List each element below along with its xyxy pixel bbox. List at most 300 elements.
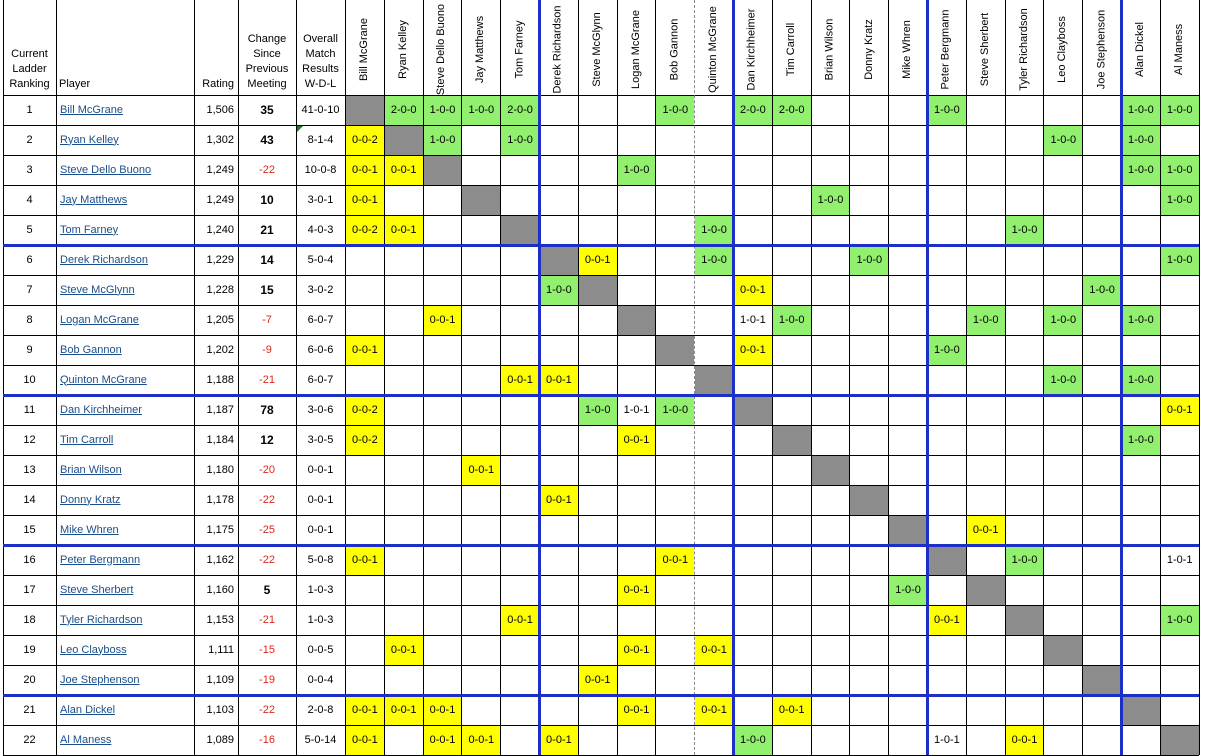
row-divider [3, 275, 1199, 276]
change-cell: -20 [259, 463, 275, 476]
record-cell: 4-0-3 [307, 223, 334, 236]
match-result-cell[interactable]: 0-0-1 [385, 636, 423, 665]
opponent-header [1160, 0, 1199, 95]
rating-cell: 1,162 [206, 553, 234, 566]
rank-cell: 22 [23, 733, 36, 746]
match-result-cell[interactable]: 0-0-1 [462, 726, 500, 755]
match-result-cell[interactable]: 1-0-0 [1122, 306, 1160, 335]
row-divider [3, 185, 1199, 186]
match-result-cell[interactable]: 1-0-0 [1122, 156, 1160, 185]
rank-cell: 4 [26, 193, 33, 206]
opponent-header [888, 0, 927, 95]
record-cell: 6-0-6 [307, 343, 334, 356]
diagonal-cell [1006, 606, 1044, 635]
player-link[interactable]: Dan Kirchheimer [60, 403, 142, 416]
match-result-cell[interactable]: 0-0-1 [967, 516, 1005, 545]
player-cell[interactable] [56, 665, 194, 695]
player-cell[interactable] [56, 365, 194, 395]
match-result-cell[interactable]: 1-0-0 [1044, 366, 1082, 395]
rating-cell: 1,180 [206, 463, 234, 476]
rank-cell: 3 [26, 163, 33, 176]
match-result-cell[interactable]: 0-0-1 [385, 156, 423, 185]
match-result-cell[interactable]: 1-0-0 [773, 306, 811, 335]
change-cell: -22 [259, 163, 275, 176]
rating-cell: 1,249 [206, 163, 234, 176]
player-link[interactable]: Steve Sherbert [60, 583, 134, 596]
match-result-cell[interactable]: 1-0-0 [501, 126, 539, 155]
change-cell: -19 [259, 673, 275, 686]
opponent-header [966, 0, 1005, 95]
player-cell[interactable] [56, 575, 194, 605]
opponent-header-label: Leo Clayboss [1056, 16, 1069, 83]
match-result-cell[interactable]: 0-0-1 [579, 666, 617, 695]
header-results: Overall Match Results W-D-L [302, 33, 339, 90]
match-result-cell[interactable]: 1-0-0 [424, 126, 462, 155]
rating-cell: 1,249 [206, 193, 234, 206]
match-result-cell[interactable]: 0-0-1 [618, 636, 656, 665]
match-result-cell[interactable]: 1-0-0 [812, 186, 850, 215]
match-result-cell[interactable]: 1-0-0 [1122, 366, 1160, 395]
rank-cell: 11 [23, 403, 36, 416]
player-link[interactable]: Quinton McGrane [60, 373, 147, 386]
player-link[interactable]: Donny Kratz [60, 493, 121, 506]
change-cell: 35 [260, 103, 274, 117]
rank-cell: 16 [23, 553, 36, 566]
rating-cell: 1,111 [208, 643, 234, 656]
player-cell[interactable] [56, 425, 194, 455]
row-divider [3, 515, 1199, 516]
match-result-cell[interactable]: 0-0-1 [618, 696, 656, 725]
diagonal-cell [656, 336, 694, 365]
rank-cell: 13 [23, 463, 36, 476]
rating-cell: 1,240 [206, 223, 234, 236]
match-result-cell[interactable]: 1-0-0 [1122, 96, 1160, 125]
match-result-cell[interactable]: 0-0-1 [656, 546, 694, 575]
group-separator [3, 694, 1199, 697]
player-link[interactable]: Jay Matthews [60, 193, 128, 206]
change-cell: -16 [259, 733, 275, 746]
opponent-header-label: Logan McGrane [629, 10, 642, 89]
diagonal-cell [889, 516, 927, 545]
match-result-cell[interactable]: 0-0-1 [579, 246, 617, 275]
match-result-cell[interactable]: 1-0-0 [850, 246, 888, 275]
rating-cell: 1,506 [206, 103, 234, 116]
column-divider-dashed [694, 0, 695, 755]
match-result-cell[interactable]: 0-0-1 [695, 636, 733, 665]
opponent-header-label: Joe Stephenson [1095, 9, 1108, 90]
record-cell: 5-0-14 [304, 733, 337, 746]
rank-cell: 7 [26, 283, 33, 296]
change-cell: -22 [259, 493, 275, 506]
record-cell: 1-0-3 [307, 583, 334, 596]
match-result-cell[interactable]: 1-0-0 [1006, 546, 1044, 575]
opponent-header [811, 0, 850, 95]
match-result-cell[interactable]: 0-0-2 [346, 396, 384, 425]
header-player: Player [59, 78, 91, 90]
match-result-cell[interactable]: 1-0-1 [934, 734, 960, 746]
change-cell: -22 [259, 553, 275, 566]
column-divider [1082, 0, 1083, 755]
player-cell[interactable] [56, 605, 194, 635]
column-divider [617, 0, 618, 755]
match-result-cell[interactable]: 1-0-0 [1161, 156, 1199, 185]
group-separator [3, 394, 1199, 397]
opponent-header-label: Quinton McGrane [707, 6, 720, 93]
opponent-header-label: Peter Bergmann [939, 9, 952, 90]
match-result-cell[interactable]: 1-0-0 [1122, 126, 1160, 155]
match-result-cell[interactable]: 0-0-1 [462, 456, 500, 485]
opponent-header-label: Bob Gannon [668, 18, 681, 81]
player-link[interactable]: Bob Gannon [60, 343, 122, 356]
column-divider [1160, 0, 1161, 755]
rating-cell: 1,178 [206, 493, 234, 506]
player-cell[interactable] [56, 695, 194, 725]
column-divider [3, 0, 4, 755]
change-cell: 78 [260, 403, 274, 417]
match-result-cell[interactable]: 0-0-2 [346, 216, 384, 245]
match-result-cell[interactable]: 0-0-1 [540, 366, 578, 395]
rank-cell: 17 [23, 583, 36, 596]
rank-cell: 21 [23, 703, 36, 716]
diagonal-cell [579, 276, 617, 305]
player-link[interactable]: Tom Farney [60, 223, 119, 236]
opponent-header [694, 0, 733, 95]
match-result-cell[interactable]: 1-0-0 [967, 306, 1005, 335]
match-result-cell[interactable]: 0-0-1 [773, 696, 811, 725]
record-cell: 3-0-5 [307, 433, 334, 446]
opponent-header [1043, 0, 1082, 95]
player-cell[interactable] [56, 155, 194, 185]
diagonal-cell [346, 96, 384, 125]
match-result-cell[interactable]: 1-0-0 [462, 96, 500, 125]
opponent-header-label: Tim Carroll [784, 22, 797, 77]
opponent-header-label: Steve Sherbert [978, 12, 991, 87]
player-link[interactable]: Brian Wilson [60, 463, 122, 476]
player-link[interactable]: Derek Richardson [60, 253, 149, 266]
diagonal-cell [424, 156, 462, 185]
diagonal-cell [734, 396, 772, 425]
column-divider [655, 0, 656, 755]
player-cell[interactable] [56, 395, 194, 425]
player-cell[interactable] [56, 215, 194, 245]
opponent-header-label: Al Maness [1172, 23, 1185, 76]
opponent-header-label: Tyler Richardson [1017, 8, 1030, 91]
diagonal-cell [540, 246, 578, 275]
match-result-cell[interactable]: 0-0-1 [424, 726, 462, 755]
row-divider [3, 485, 1199, 486]
opponent-header [849, 0, 888, 95]
change-cell: -7 [262, 313, 272, 326]
player-link[interactable]: Logan McGrane [60, 313, 139, 326]
match-result-cell[interactable]: 0-0-1 [1006, 726, 1044, 755]
row-divider [3, 215, 1199, 216]
match-result-cell[interactable]: 0-0-1 [346, 546, 384, 575]
match-result-cell[interactable]: 1-0-0 [540, 276, 578, 305]
opponent-header [655, 0, 694, 95]
match-result-cell[interactable]: 1-0-0 [656, 396, 694, 425]
player-cell[interactable] [56, 305, 194, 335]
change-cell: 10 [260, 193, 274, 207]
match-result-cell[interactable]: 0-0-1 [346, 156, 384, 185]
opponent-header-label: Mike Whren [901, 20, 914, 79]
match-result-cell[interactable]: 2-0-0 [773, 96, 811, 125]
rank-cell: 12 [23, 433, 36, 446]
player-link[interactable]: Steve McGlynn [60, 283, 135, 296]
player-cell[interactable] [56, 95, 194, 125]
match-result-cell[interactable]: 0-0-1 [385, 216, 423, 245]
column-divider [238, 0, 239, 755]
rank-cell: 14 [23, 493, 36, 506]
rank-cell: 20 [23, 673, 36, 686]
player-cell[interactable] [56, 725, 194, 755]
opponent-header-label: Brian Wilson [823, 18, 836, 81]
opponent-header [1082, 0, 1121, 95]
record-cell: 0-0-1 [307, 463, 334, 476]
player-cell[interactable] [56, 635, 194, 665]
column-divider [1199, 0, 1200, 755]
row-divider [3, 155, 1199, 156]
rank-cell: 18 [23, 613, 36, 626]
player-cell[interactable] [56, 515, 194, 545]
diagonal-cell [695, 366, 733, 395]
player-link[interactable]: Leo Clayboss [60, 643, 127, 656]
match-result-cell[interactable]: 1-0-0 [1161, 96, 1199, 125]
row-divider [3, 605, 1199, 606]
match-result-cell[interactable]: 1-0-0 [1006, 216, 1044, 245]
match-result-cell[interactable]: 0-0-1 [346, 696, 384, 725]
opponent-header-label: Steve McGlynn [590, 12, 603, 87]
match-result-cell[interactable]: 1-0-0 [1083, 276, 1121, 305]
match-result-cell[interactable]: 0-0-1 [540, 726, 578, 755]
match-result-cell[interactable]: 1-0-1 [623, 404, 650, 416]
match-result-cell[interactable]: 0-0-1 [734, 336, 772, 365]
player-link[interactable]: Tim Carroll [60, 433, 114, 446]
change-cell: 5 [263, 583, 271, 597]
match-result-cell[interactable]: 1-0-0 [695, 246, 733, 275]
match-result-cell[interactable]: 1-0-0 [424, 96, 462, 125]
opponent-header [927, 0, 966, 95]
match-result-cell[interactable]: 1-0-0 [1161, 606, 1199, 635]
match-result-cell[interactable]: 1-0-0 [1161, 246, 1199, 275]
rating-cell: 1,229 [206, 253, 234, 266]
match-result-cell[interactable]: 0-0-1 [501, 366, 539, 395]
column-divider [345, 0, 346, 755]
record-cell: 6-0-7 [307, 313, 334, 326]
rating-cell: 1,160 [206, 583, 234, 596]
player-link[interactable]: Tyler Richardson [60, 613, 143, 626]
match-result-cell[interactable]: 1-0-0 [928, 96, 966, 125]
group-separator [926, 0, 929, 755]
player-cell[interactable] [56, 125, 194, 155]
column-divider [1043, 0, 1044, 755]
match-result-cell[interactable]: 1-0-0 [734, 726, 772, 755]
rank-cell: 8 [26, 313, 33, 326]
comment-indicator-icon[interactable] [297, 126, 303, 132]
column-divider [966, 0, 967, 755]
opponent-header [500, 0, 539, 95]
diagonal-cell [773, 426, 811, 455]
record-cell: 1-0-3 [307, 613, 334, 626]
opponent-header [461, 0, 500, 95]
row-divider [3, 725, 1199, 726]
match-result-cell[interactable]: 2-0-0 [385, 96, 423, 125]
rating-cell: 1,184 [206, 433, 234, 446]
column-divider [811, 0, 812, 755]
player-link[interactable]: Alan Dickel [60, 703, 116, 716]
column-divider [772, 0, 773, 755]
row-divider [3, 635, 1199, 636]
change-cell: 43 [260, 133, 274, 147]
match-result-cell[interactable]: 1-0-0 [1044, 306, 1082, 335]
match-result-cell[interactable]: 0-0-1 [618, 426, 656, 455]
opponent-header [733, 0, 772, 95]
rating-cell: 1,089 [206, 733, 234, 746]
row-divider [3, 575, 1199, 576]
opponent-header [772, 0, 811, 95]
rating-cell: 1,205 [206, 313, 234, 326]
rank-cell: 15 [23, 523, 36, 536]
match-result-cell[interactable]: 1-0-0 [1122, 426, 1160, 455]
opponent-header [539, 0, 578, 95]
match-result-cell[interactable]: 1-0-0 [1161, 186, 1199, 215]
diagonal-cell [1083, 666, 1121, 695]
player-cell[interactable] [56, 335, 194, 365]
group-separator [732, 0, 735, 755]
record-cell: 10-0-8 [304, 163, 337, 176]
match-result-cell[interactable]: 0-0-1 [424, 306, 462, 335]
diagonal-cell [812, 456, 850, 485]
match-result-cell[interactable]: 1-0-0 [656, 96, 694, 125]
column-divider [56, 0, 57, 755]
row-divider [3, 335, 1199, 336]
match-result-cell[interactable]: 1-0-1 [740, 314, 766, 326]
opponent-header-label: Bill McGrane [357, 18, 370, 81]
record-cell: 8-1-4 [307, 133, 334, 146]
match-result-cell[interactable]: 0-0-1 [540, 486, 578, 515]
change-cell: -21 [259, 373, 275, 386]
rank-cell: 9 [26, 343, 33, 356]
group-separator [3, 544, 1199, 547]
match-result-cell[interactable]: 1-0-0 [695, 216, 733, 245]
match-result-cell[interactable]: 0-0-1 [346, 186, 384, 215]
match-result-cell[interactable]: 0-0-1 [618, 576, 656, 605]
match-result-cell[interactable]: 0-0-1 [695, 696, 733, 725]
player-link[interactable]: Peter Bergmann [60, 553, 141, 566]
match-result-cell[interactable]: 0-0-1 [734, 276, 772, 305]
match-result-cell[interactable]: 0-0-1 [424, 696, 462, 725]
match-result-cell[interactable]: 1-0-0 [928, 336, 966, 365]
match-result-cell[interactable]: 0-0-1 [346, 336, 384, 365]
diagonal-cell [462, 186, 500, 215]
header-rating: Rating [202, 78, 234, 90]
rating-cell: 1,188 [206, 373, 234, 386]
change-cell: 14 [260, 253, 274, 267]
match-result-cell[interactable]: 2-0-0 [501, 96, 539, 125]
opponent-header [617, 0, 656, 95]
diagonal-cell [1044, 636, 1082, 665]
change-cell: -25 [259, 523, 275, 536]
match-result-cell[interactable]: 1-0-1 [1166, 554, 1193, 566]
player-cell[interactable] [56, 455, 194, 485]
row-divider [3, 455, 1199, 456]
player-link[interactable]: Steve Dello Buono [60, 163, 152, 176]
column-divider [384, 0, 385, 755]
player-cell[interactable] [56, 245, 194, 275]
opponent-header [384, 0, 423, 95]
match-result-cell[interactable]: 0-0-1 [501, 606, 539, 635]
record-cell: 5-0-8 [307, 553, 334, 566]
match-result-cell[interactable]: 0-0-2 [346, 426, 384, 455]
match-result-cell[interactable]: 2-0-0 [734, 96, 772, 125]
column-divider [423, 0, 424, 755]
match-result-cell[interactable]: 1-0-0 [889, 576, 927, 605]
header-rank: Current Ladder Ranking [9, 48, 50, 90]
rank-cell: 6 [26, 253, 33, 266]
record-cell: 6-0-7 [307, 373, 334, 386]
player-cell[interactable] [56, 275, 194, 305]
player-cell[interactable] [56, 545, 194, 575]
opponent-header [578, 0, 617, 95]
record-cell: 2-0-8 [307, 703, 334, 716]
rating-cell: 1,103 [206, 703, 234, 716]
change-cell: -9 [262, 343, 272, 356]
column-divider [578, 0, 579, 755]
player-link[interactable]: Ryan Kelley [60, 133, 119, 146]
record-cell: 5-0-4 [307, 253, 334, 266]
header-change: Change Since Previous Meeting [245, 33, 289, 90]
player-cell[interactable] [56, 485, 194, 515]
match-result-cell[interactable]: 0-0-1 [928, 606, 966, 635]
player-link[interactable]: Al Maness [60, 733, 112, 746]
match-result-cell[interactable]: 0-0-1 [346, 726, 384, 755]
opponent-header [1121, 0, 1160, 95]
opponent-header [423, 0, 462, 95]
group-separator [1120, 0, 1123, 755]
opponent-header-label: Tom Farney [513, 20, 526, 79]
match-result-cell[interactable]: 0-0-2 [346, 126, 384, 155]
record-cell: 3-0-1 [307, 193, 334, 206]
rating-cell: 1,175 [206, 523, 234, 536]
change-cell: 12 [260, 433, 274, 447]
group-separator [538, 0, 541, 755]
match-result-cell[interactable]: 1-0-0 [579, 396, 617, 425]
match-result-cell[interactable]: 1-0-0 [1044, 126, 1082, 155]
column-divider [296, 0, 297, 755]
opponent-header-label: Steve Dello Buono [435, 3, 448, 95]
record-cell: 0-0-4 [307, 673, 334, 686]
match-result-cell[interactable]: 1-0-0 [618, 156, 656, 185]
row-divider [3, 425, 1199, 426]
rating-cell: 1,302 [206, 133, 234, 146]
match-result-cell[interactable]: 0-0-1 [1161, 396, 1199, 425]
diagonal-cell [928, 546, 966, 575]
player-link[interactable]: Joe Stephenson [60, 673, 140, 686]
match-result-cell[interactable]: 0-0-1 [385, 696, 423, 725]
player-link[interactable]: Bill McGrane [60, 103, 123, 116]
diagonal-cell [1161, 726, 1199, 755]
opponent-header [345, 0, 384, 95]
opponent-header-label: Derek Richardson [551, 5, 564, 94]
opponent-header-label: Jay Matthews [474, 15, 487, 84]
column-divider [888, 0, 889, 755]
player-link[interactable]: Mike Whren [60, 523, 119, 536]
rating-cell: 1,109 [206, 673, 234, 686]
column-divider [461, 0, 462, 755]
row-divider [3, 305, 1199, 306]
diagonal-cell [850, 486, 888, 515]
diagonal-cell [501, 216, 539, 245]
player-cell[interactable] [56, 185, 194, 215]
